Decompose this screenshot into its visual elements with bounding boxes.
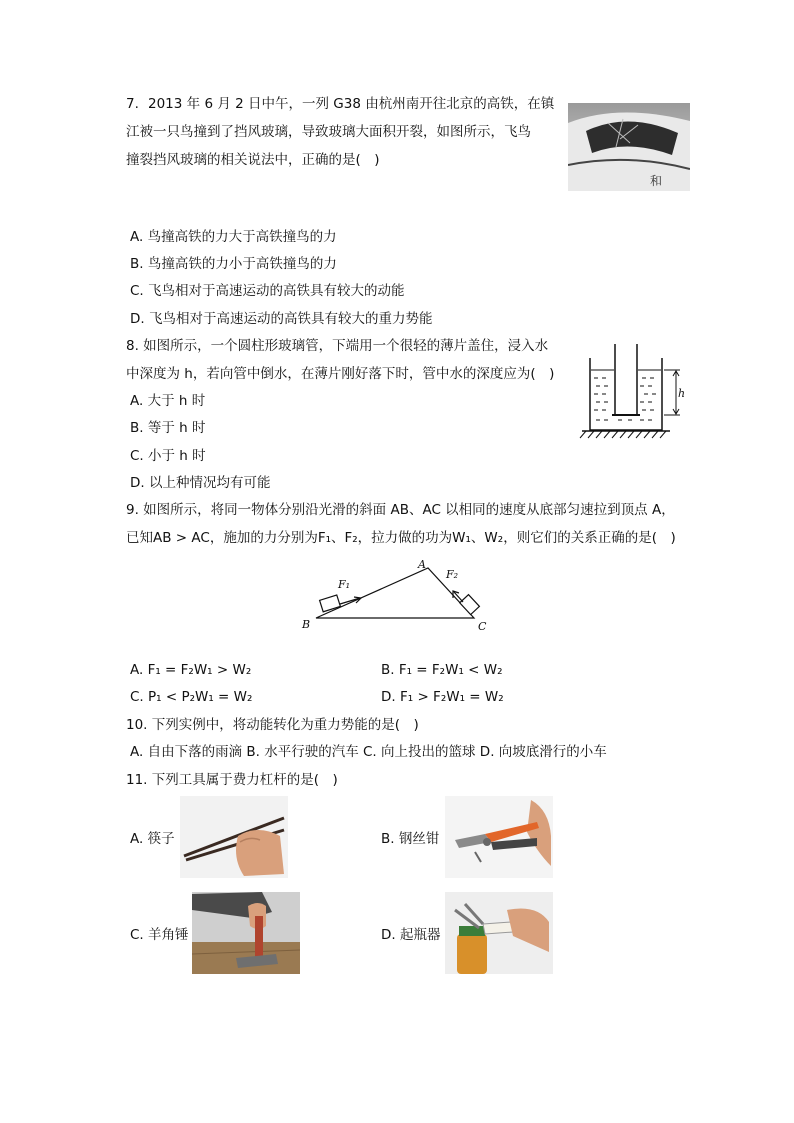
q9-option-a[interactable]: A. F₁ = F₂W₁ > W₂ — [130, 662, 252, 678]
q11-option-b[interactable]: B. 钢丝钳 — [381, 831, 440, 847]
q9-stem-line1: 9. 如图所示，将同一物体分别沿光滑的斜面 AB、AC 以相同的速度从底部匀速拉到顶点 A， — [126, 502, 675, 518]
glass-tube-diagram — [578, 342, 696, 446]
q10-options[interactable]: A. 自由下落的雨滴 B. 水平行驶的汽车 C. 向上投出的篮球 D. 向坡底滑行的小车 — [130, 744, 607, 760]
bottle-opener-photo — [445, 892, 553, 974]
q8-option-a[interactable]: A. 大于 h 时 — [130, 393, 206, 409]
q8-option-c[interactable]: C. 小于 h 时 — [130, 448, 206, 464]
vertex-a-label: A — [418, 558, 426, 571]
inclined-plane-diagram — [296, 556, 496, 632]
q11-option-a[interactable]: A. 筷子 — [130, 831, 175, 847]
q8-stem-line1: 8. 如图所示，一个圆柱形玻璃管，下端用一个很轻的薄片盖住，浸入水 — [126, 338, 549, 354]
pliers-photo — [445, 796, 553, 878]
q8-stem-line2: 中深度为 h，若向管中倒水，在薄片刚好落下时，管中水的深度应为( ) — [126, 366, 555, 382]
bullet-train-photo — [568, 103, 690, 191]
claw-hammer-photo — [192, 892, 300, 974]
q10-stem: 10. 下列实例中，将动能转化为重力势能的是( ) — [126, 717, 419, 733]
q7-stem-line2: 江被一只鸟撞到了挡风玻璃，导致玻璃大面积开裂，如图所示，飞鸟 — [126, 124, 531, 140]
q7-option-a[interactable]: A. 鸟撞高铁的力大于高铁撞鸟的力 — [130, 229, 337, 245]
chopsticks-photo — [180, 796, 288, 878]
q11-stem: 11. 下列工具属于费力杠杆的是( ) — [126, 772, 338, 788]
q9-option-c[interactable]: C. P₁ < P₂W₁ = W₂ — [130, 689, 253, 705]
q7-number: 7. — [126, 96, 139, 112]
vertex-b-label: B — [302, 618, 311, 631]
q7-option-b[interactable]: B. 鸟撞高铁的力小于高铁撞鸟的力 — [130, 256, 337, 272]
q11-option-c[interactable]: C. 羊角锤 — [130, 927, 189, 943]
train-logo-text: 和 — [650, 174, 663, 188]
q9-stem-line2: 已知AB > AC，施加的力分别为F₁、F₂，拉力做的功为W₁、W₂，则它们的关系正确的是( ) — [126, 530, 676, 546]
depth-label-h: h — [678, 387, 686, 400]
vertex-c-label: C — [478, 620, 487, 632]
force-f1-label: F₁ — [338, 578, 351, 591]
q8-option-d[interactable]: D. 以上种情况均有可能 — [130, 475, 271, 491]
q7-stem-line1: 2013 年 6 月 2 日中午，一列 G38 由杭州南开往北京的高铁，在镇 — [148, 96, 555, 112]
q9-option-d[interactable]: D. F₁ > F₂W₁ = W₂ — [381, 689, 504, 705]
q9-option-b[interactable]: B. F₁ = F₂W₁ < W₂ — [381, 662, 503, 678]
q7-option-c[interactable]: C. 飞鸟相对于高速运动的高铁具有较大的动能 — [130, 283, 405, 299]
q7-stem-line3: 撞裂挡风玻璃的相关说法中，正确的是( ) — [126, 152, 380, 168]
q11-option-d[interactable]: D. 起瓶器 — [381, 927, 441, 943]
force-f2-label: F₂ — [446, 568, 459, 581]
q7-option-d[interactable]: D. 飞鸟相对于高速运动的高铁具有较大的重力势能 — [130, 311, 433, 327]
q8-option-b[interactable]: B. 等于 h 时 — [130, 420, 206, 436]
